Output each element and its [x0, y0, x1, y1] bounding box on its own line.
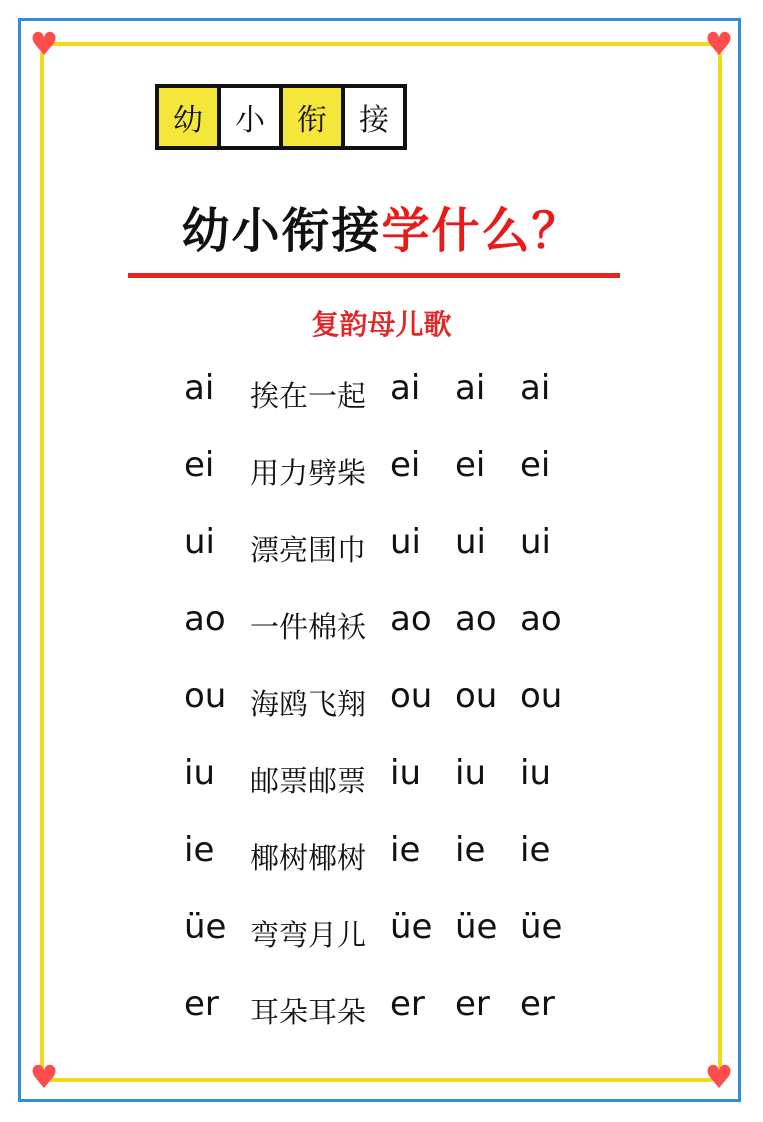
- pinyin: üe: [390, 907, 433, 947]
- topic-tag: [155, 84, 407, 150]
- section-subtitle: 复韵母儿歌: [311, 308, 452, 341]
- rhyme-text: 漂亮围巾: [250, 533, 367, 567]
- pinyin: ui: [390, 522, 421, 562]
- rhyme-text: 弯弯月儿: [250, 918, 367, 952]
- pinyin: ei: [455, 445, 486, 485]
- rhyme-row: [0, 830, 763, 890]
- rhyme-text: 椰树椰树: [250, 841, 367, 875]
- pinyin: ai: [184, 368, 215, 408]
- pinyin: er: [455, 984, 490, 1024]
- rhyme-row: [0, 676, 763, 736]
- rhyme-text: 用力劈柴: [250, 456, 367, 490]
- pinyin: ou: [520, 676, 563, 716]
- pinyin: ao: [520, 599, 562, 639]
- rhyme-row: [0, 599, 763, 659]
- pinyin: ao: [184, 599, 226, 639]
- pinyin: ao: [455, 599, 497, 639]
- pinyin: iu: [184, 753, 215, 793]
- rhyme-text: 邮票邮票: [250, 764, 367, 798]
- tag-cell: 幼: [159, 88, 217, 146]
- pinyin: üe: [520, 907, 563, 947]
- pinyin: er: [184, 984, 219, 1024]
- rhyme-row: [0, 522, 763, 582]
- pinyin: ao: [390, 599, 432, 639]
- pinyin: ui: [184, 522, 215, 562]
- heart-icon: ♥: [29, 1058, 59, 1096]
- pinyin: ie: [390, 830, 421, 870]
- heart-icon: ♥: [29, 25, 59, 63]
- pinyin: ui: [455, 522, 486, 562]
- rhyme-row: [0, 445, 763, 505]
- pinyin: üe: [184, 907, 227, 947]
- pinyin: ui: [520, 522, 551, 562]
- pinyin: ou: [455, 676, 498, 716]
- title-black: 幼小衔接: [181, 203, 382, 259]
- pinyin: ai: [520, 368, 551, 408]
- page-title: [0, 192, 763, 261]
- pinyin: ei: [520, 445, 551, 485]
- tag-cell: 接: [345, 88, 403, 146]
- pinyin: er: [390, 984, 425, 1024]
- rhyme-row: [0, 368, 763, 428]
- pinyin: iu: [455, 753, 486, 793]
- rhyme-row: [0, 984, 763, 1044]
- pinyin: ei: [390, 445, 421, 485]
- rhyme-text: 海鸥飞翔: [250, 687, 367, 721]
- pinyin: ei: [184, 445, 215, 485]
- pinyin: ou: [390, 676, 433, 716]
- rhyme-row: [0, 907, 763, 967]
- pinyin: ai: [390, 368, 421, 408]
- rhyme-row: [0, 753, 763, 813]
- pinyin: ai: [455, 368, 486, 408]
- rhyme-text: 耳朵耳朵: [250, 995, 367, 1029]
- heart-icon: ♥: [704, 1058, 734, 1096]
- pinyin: iu: [390, 753, 421, 793]
- pinyin: ou: [184, 676, 227, 716]
- rhyme-text: 一件棉袄: [250, 610, 367, 644]
- title-divider: [128, 273, 620, 278]
- pinyin: ie: [184, 830, 215, 870]
- pinyin: ie: [520, 830, 551, 870]
- rhyme-text: 挨在一起: [250, 379, 367, 413]
- tag-cell: 小: [221, 88, 279, 146]
- pinyin: er: [520, 984, 555, 1024]
- pinyin: iu: [520, 753, 551, 793]
- pinyin: ie: [455, 830, 486, 870]
- tag-cell: 衔: [283, 88, 341, 146]
- title-red: 学什么？: [381, 203, 582, 259]
- pinyin: üe: [455, 907, 498, 947]
- heart-icon: ♥: [704, 25, 734, 63]
